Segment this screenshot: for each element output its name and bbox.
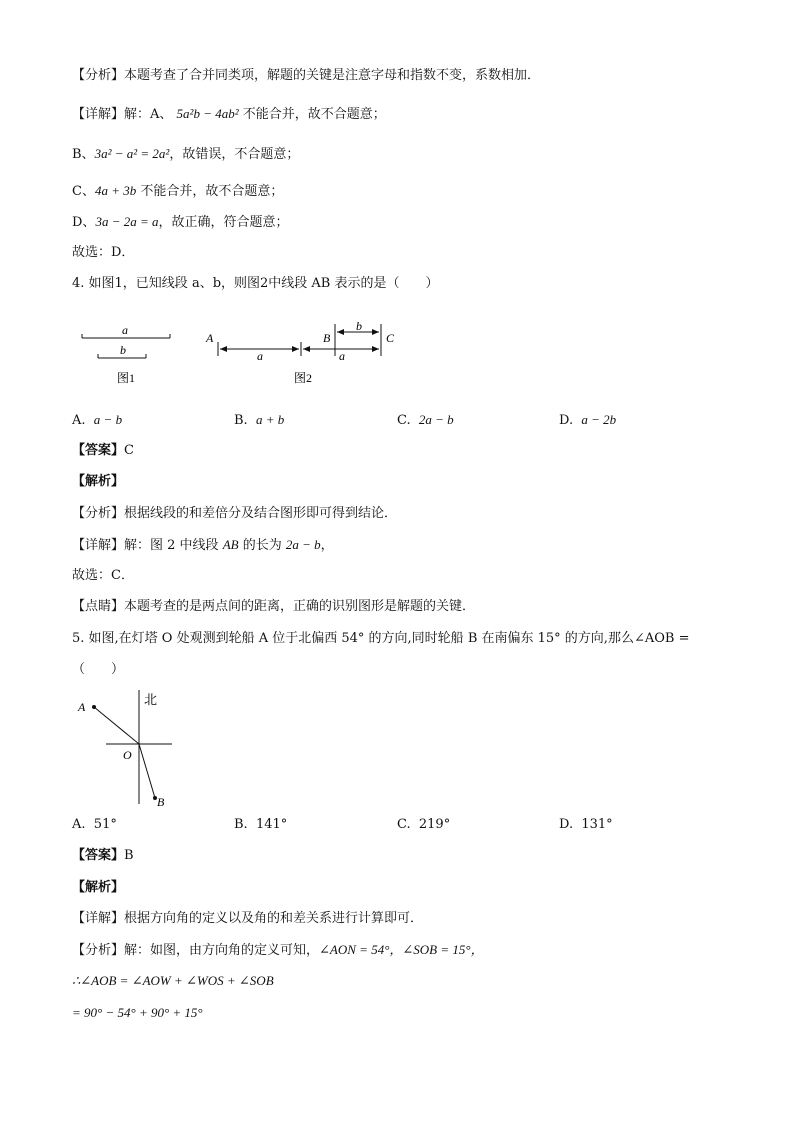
q4-dianjing: 【点睛】本题考查的是两点间的距离，正确的识别图形是解题的关键． [72,599,476,614]
q4-analysis-tag [72,473,124,491]
ray-ob [139,744,155,798]
detail-suffix: ， [320,538,334,553]
q4-answer [72,442,134,460]
detail-suffix: 不能合并，故不合题意； [242,107,386,122]
q5-option-b [234,816,287,834]
option-letter: B. [234,817,248,832]
answer-value: B [124,848,134,863]
detail-suffix: ，故正确，符合题意； [158,215,289,230]
q4-option-b [234,411,284,430]
q5-stem-line2: （ ） [72,662,125,677]
north-label: 北 [144,692,158,707]
analysis-prefix: 解：如图，由方向角的定义可知， [124,943,320,958]
point-a-label: A [206,331,214,345]
option-letter: D. [559,413,574,428]
option-value: a − 2b [581,412,617,427]
option-letter: A. [72,817,86,832]
answer-tag: 【答案】 [72,443,125,458]
option-letter: D. [559,817,574,832]
point-b-label: B [323,331,331,345]
q5-option-a [72,816,117,834]
math-expression: 4a + 3b [94,183,137,198]
arrowhead [372,329,379,335]
point-a [92,705,96,709]
figure-1-caption: 图1 [117,371,136,385]
detail-suffix: ，故错误，不合题意； [169,147,300,162]
detail-line-d [72,213,289,232]
analysis-tag: 【解析】 [72,880,125,895]
point-b-label: B [157,795,165,809]
q4-option-a [72,411,122,430]
q4-fenxi: 【分析】根据线段的和差倍分及结合图形即可得到结论． [72,506,398,521]
figure-1 [82,323,170,385]
q4-option-d [559,411,616,430]
figure-2 [205,319,395,385]
q4-option-c [397,411,454,430]
option-value: 219° [418,817,451,832]
arrowhead [292,346,299,352]
option-letter: B. [234,413,248,428]
option-value: 51° [93,817,117,832]
answer-tag: 【答案】 [72,848,125,863]
option-value: a − b [93,412,123,427]
q4-xiangjie [72,536,334,555]
q5-fenxi [72,941,484,960]
detail-line-c [72,182,283,201]
q5-option-c [397,816,450,834]
detail-prefix: 解：A、 [124,107,173,122]
math-expression: 2a − b [285,537,321,552]
detail-prefix: C、 [72,184,95,199]
option-value: 131° [581,817,613,832]
math-step: = 90° − 54° + 90° + 15° [72,1005,203,1020]
label-b: b [356,319,362,333]
option-letter: A. [72,413,86,428]
label-a2: a [339,349,345,363]
arrowhead [337,329,344,335]
math-expression: 3a − 2a = a [95,214,159,229]
option-letter: C. [397,413,411,428]
detail-tag: 【详解】 [72,538,125,553]
math-expression: ∠AON = 54°，∠SOB = 15°， [319,942,484,957]
detail-prefix: D、 [72,215,96,230]
detail-line-a [72,105,386,124]
choose-line: 故选：D． [72,245,135,260]
math-expression: 3a² − a² = 2a² [94,146,170,161]
point-c-label: C [386,331,395,345]
q5-analysis-tag [72,879,124,897]
q4-stem: 4. 如图1，已知线段 a、b，则图2中线段 AB 表示的是（ ） [72,276,439,291]
figure-2-caption: 图2 [294,371,313,385]
detail-prefix: 解：图 2 中线段 [124,538,219,553]
math-step: ∴∠AOB = ∠AOW + ∠WOS + ∠SOB [72,973,274,988]
label-a: a [122,323,128,337]
q5-step2 [72,1004,203,1023]
q4-choose: 故选：C． [72,568,134,583]
point-a-label: A [78,700,86,714]
segment-name: AB [222,537,239,552]
option-value: 141° [255,817,288,832]
q5-step1 [72,972,274,991]
answer-value: C [124,443,134,458]
arrowhead [303,346,310,352]
label-a1: a [257,349,263,363]
detail-middle: 的长为 [242,538,282,553]
analysis-line: 【分析】本题考查了合并同类项，解题的关键是注意字母和指数不变，系数相加． [72,68,541,83]
arrowhead [372,346,379,352]
analysis-tag: 【解析】 [72,474,125,489]
option-value: a + b [255,412,285,427]
q5-xiangjie: 【详解】根据方向角的定义以及角的和差关系进行计算即可． [72,911,424,926]
math-expression: 5a²b − 4ab² [176,106,239,121]
point-o-label: O [123,748,132,762]
option-letter: C. [397,817,411,832]
detail-prefix: B、 [72,147,95,162]
analysis-sub-tag: 【分析】 [72,943,125,958]
label-b: b [120,343,126,357]
detail-tag: 【详解】 [72,107,125,122]
option-value: 2a − b [418,412,454,427]
q4-figures [72,318,412,390]
q5-option-d [559,816,613,834]
q5-stem-line1: 5. 如图,在灯塔 O 处观测到轮船 A 位于北偏西 54° 的方向,同时轮船 B 在南偏东 15° 的方向,那么∠AOB = [72,631,690,646]
arrowhead [220,346,227,352]
q5-answer [72,847,134,865]
q5-figure [72,686,192,810]
ray-oa [94,707,139,744]
detail-line-b [72,145,299,164]
detail-suffix: 不能合并，故不合题意； [140,184,284,199]
